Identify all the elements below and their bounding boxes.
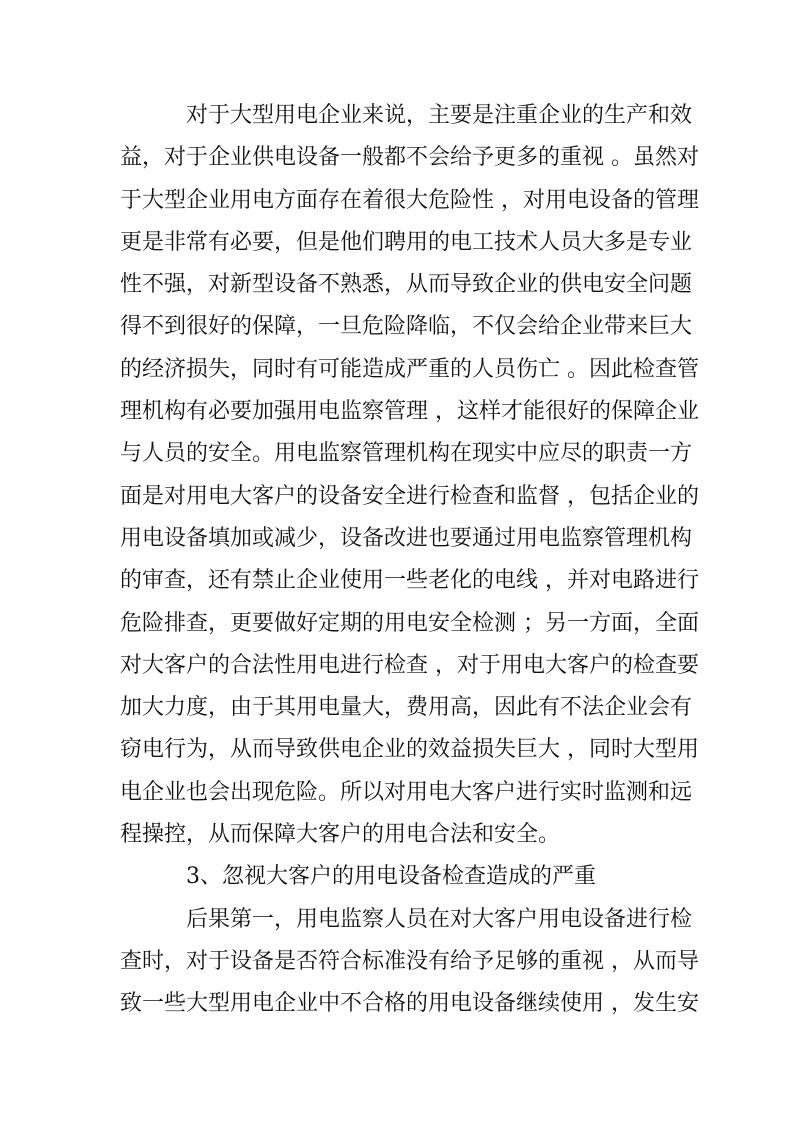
paragraph-line: 加大力度，由于其用电量大，费用高，因此有不法企业会有 (120, 695, 693, 721)
paragraph-line: 电企业也会出现危险。所以对用电大客户进行实时监测和远 (120, 779, 693, 805)
paragraph-line: 益，对于企业供电设备一般都不会给予更多的重视 。虽然对 (120, 145, 699, 171)
paragraph-line: 于大型企业用电方面存在着很大危险性 ，对用电设备的管理 (120, 187, 699, 213)
paragraph-line: 致一些大型用电企业中不合格的用电设备继续使用 ，发生安 (120, 991, 699, 1017)
paragraph-line: 窃电行为，从而导致供电企业的效益损失巨大 ，同时大型用 (120, 737, 699, 763)
paragraph-line: 与人员的安全。用电监察管理机构在现实中应尽的职责一方 (120, 441, 693, 467)
paragraph-line: 的审查，还有禁止企业使用一些老化的电线 ，并对电路进行 (120, 568, 699, 594)
paragraph-line: 危险排查，更要做好定期的用电安全检测 ；另一方面，全面 (120, 610, 699, 636)
paragraph-line: 后果第一，用电监察人员在对大客户用电设备进行检 (186, 906, 693, 932)
paragraph-line: 用电设备填加或减少，设备改进也要通过用电监察管理机构 (120, 525, 693, 551)
paragraph-line: 查时，对于设备是否符合标准没有给予足够的重视 ，从而导 (120, 948, 699, 974)
body-text (120, 95, 699, 1026)
paragraph-line: 更是非常有必要，但是他们聘用的电工技术人员大多是专业 (120, 229, 693, 255)
paragraph-line: 对大客户的合法性用电进行检查 ，对于用电大客户的检查要 (120, 652, 699, 678)
paragraph-line: 程操控，从而保障大客户的用电合法和安全。 (120, 822, 561, 848)
paragraph-line: 得不到很好的保障，一旦危险降临，不仅会给企业带来巨大 (120, 314, 693, 340)
paragraph-line: 对于大型用电企业来说，主要是注重企业的生产和效 (186, 103, 693, 128)
paragraph-line: 性不强，对新型设备不熟悉，从而导致企业的供电安全问题 (120, 272, 693, 298)
paragraph-line: 的经济损失，同时有可能造成严重的人员伤亡 。因此检查管 (120, 356, 699, 382)
paragraph-line: 理机构有必要加强用电监察管理 ，这样才能很好的保障企业 (120, 399, 699, 425)
paragraph-line: 面是对用电大客户的设备安全进行检查和监督 ，包括企业的 (120, 483, 699, 509)
section-heading: 3、忽视大客户的用电设备检查造成的严重 (186, 864, 596, 890)
